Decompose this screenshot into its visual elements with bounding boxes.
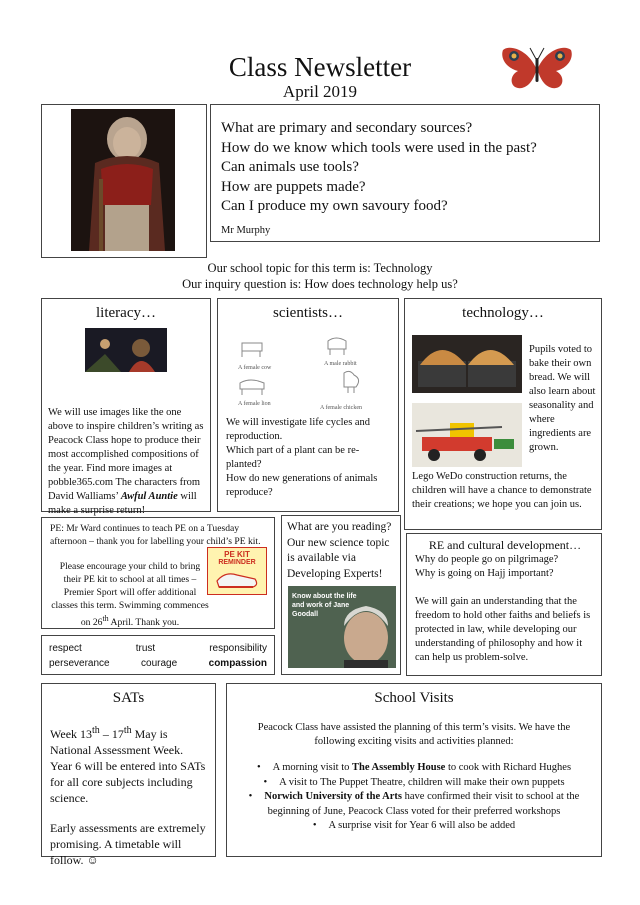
visits-heading: School Visits — [374, 690, 454, 706]
question-2: How do we know which tools were used in the past? — [221, 139, 537, 156]
caption-chicken: A female chicken — [320, 405, 362, 411]
inquiry-line: Our inquiry question is: How does technology help us? — [182, 277, 458, 291]
jane-goodall-caption: Know about the life and work of Jane Goodall — [292, 593, 357, 618]
newsletter-date: April 2019 — [282, 82, 358, 101]
topic-line: Our school topic for this term is: Technology — [207, 261, 433, 275]
scientists-heading: scientists… — [273, 305, 343, 321]
badge-line: REMINDER — [218, 559, 256, 566]
values-row-1 — [49, 641, 267, 656]
puppet-photo-box — [41, 104, 207, 258]
literacy-text: We will use images like the one above to inspire children’s writing as Peacock Class hope to produce their most accomplished compositions of the year. Find more images at pobble365.com The characters from David Walliams’ Awful Auntie will make a surprise return! — [48, 407, 204, 516]
literacy-image — [85, 328, 167, 372]
value-respect: respect — [49, 643, 82, 654]
technology-heading: technology… — [462, 305, 544, 321]
question-4: How are puppets made? — [221, 178, 366, 195]
re-box — [406, 533, 602, 676]
reading-text: What are you reading? Our new science topic is available via Developing Experts! — [287, 521, 392, 580]
trainer-icon — [215, 567, 259, 589]
question-3: Can animals use tools? — [221, 159, 359, 175]
sats-assessment-text: Early assessments are extremely promising. A timetable will follow. ☺ — [50, 821, 206, 867]
inquiry-questions-box — [210, 104, 600, 242]
teacher-name: Mr Murphy — [221, 224, 271, 236]
values-row-2 — [49, 656, 267, 671]
animals-illustration — [224, 329, 394, 411]
value-compassion: compassion — [208, 658, 267, 669]
school-visits-box — [226, 683, 602, 857]
pe-kit-reminder-badge — [207, 547, 267, 595]
science-line: Which part of a plant can be re-planted? — [226, 445, 360, 470]
caption-cow: A female cow — [238, 365, 272, 371]
re-heading: RE and cultural development… — [428, 538, 582, 552]
re-question-2: Why is going on Hajj important? — [415, 568, 554, 579]
value-responsibility: responsibility — [209, 643, 267, 654]
jane-goodall-image — [288, 586, 396, 668]
question-1: What are primary and secondary sources? — [221, 120, 473, 136]
technology-box — [404, 298, 602, 530]
visit-item: • A morning visit to The Assembly House to cook with Richard Hughes — [239, 761, 589, 776]
badge-line: PE KIT — [224, 550, 250, 559]
school-values-box — [41, 635, 275, 675]
visit-item: • Norwich University of the Arts have confirmed their visit to school at the beginning of June, Peacock Class voted for their preferred workshops — [239, 790, 589, 819]
visit-item: • A visit to The Puppet Theatre, children will make their own puppets — [239, 776, 589, 791]
scientists-box — [217, 298, 399, 512]
puppet-photo — [71, 109, 175, 251]
value-perseverance: perseverance — [49, 658, 110, 669]
sats-heading: SATs — [112, 690, 145, 706]
topic-statement — [0, 260, 640, 292]
value-trust: trust — [135, 643, 156, 654]
caption-rabbit: A male rabbit — [324, 361, 357, 367]
literacy-heading: literacy… — [96, 305, 156, 321]
pe-encourage-text: Please encourage your child to bring their PE kit to school at all times – Premier Sport will offer additional classes this term. Swimming commences on 26th April. Thank you. — [51, 561, 209, 629]
bread-text: Pupils voted to bake their own bread. We will also learn about seasonality and where ingredients are grown. — [529, 344, 596, 453]
bread-image — [412, 335, 522, 393]
value-courage: courage — [141, 658, 178, 669]
science-line: We will investigate life cycles and reproduction. — [226, 417, 371, 442]
newsletter-title: Class Newsletter — [228, 52, 412, 82]
visits-intro: Peacock Class have assisted the planning of this term’s visits. We have the following exciting visits and activities planned: — [257, 722, 571, 747]
question-5: Can I produce my own savoury food? — [221, 198, 448, 214]
visit-item: • A surprise visit for Year 6 will also be added — [239, 819, 589, 834]
science-line: How do new generations of animals reproduce? — [226, 473, 378, 498]
lego-wedo-image — [412, 403, 522, 467]
literacy-box — [41, 298, 211, 516]
sats-week-text: Week 13th – 17th May is National Assessment Week. Year 6 will be entered into SATs for all core subjects including science. — [50, 725, 206, 805]
butterfly-icon — [500, 44, 574, 94]
pe-intro: PE: Mr Ward continues to teach PE on a Tuesday afternoon – thank you for labelling your child’s PE kit. — [50, 523, 261, 547]
reading-box — [281, 515, 401, 675]
visits-list — [239, 761, 589, 834]
re-question-1: Why do people go on pilgrimage? — [415, 554, 559, 565]
caption-lion: A female lion — [238, 401, 271, 407]
scientists-text — [226, 416, 392, 500]
lego-text: Lego WeDo construction returns, the children will have a chance to demonstrate their creations; we hope you can join us. — [412, 471, 592, 510]
pe-box — [41, 517, 275, 629]
sats-box — [41, 683, 216, 867]
re-text: We will gain an understanding that the freedom to hold other faiths and beliefs is protected in law, while developing our understanding of philosophy and how it can help us problem-solve. — [415, 596, 591, 663]
